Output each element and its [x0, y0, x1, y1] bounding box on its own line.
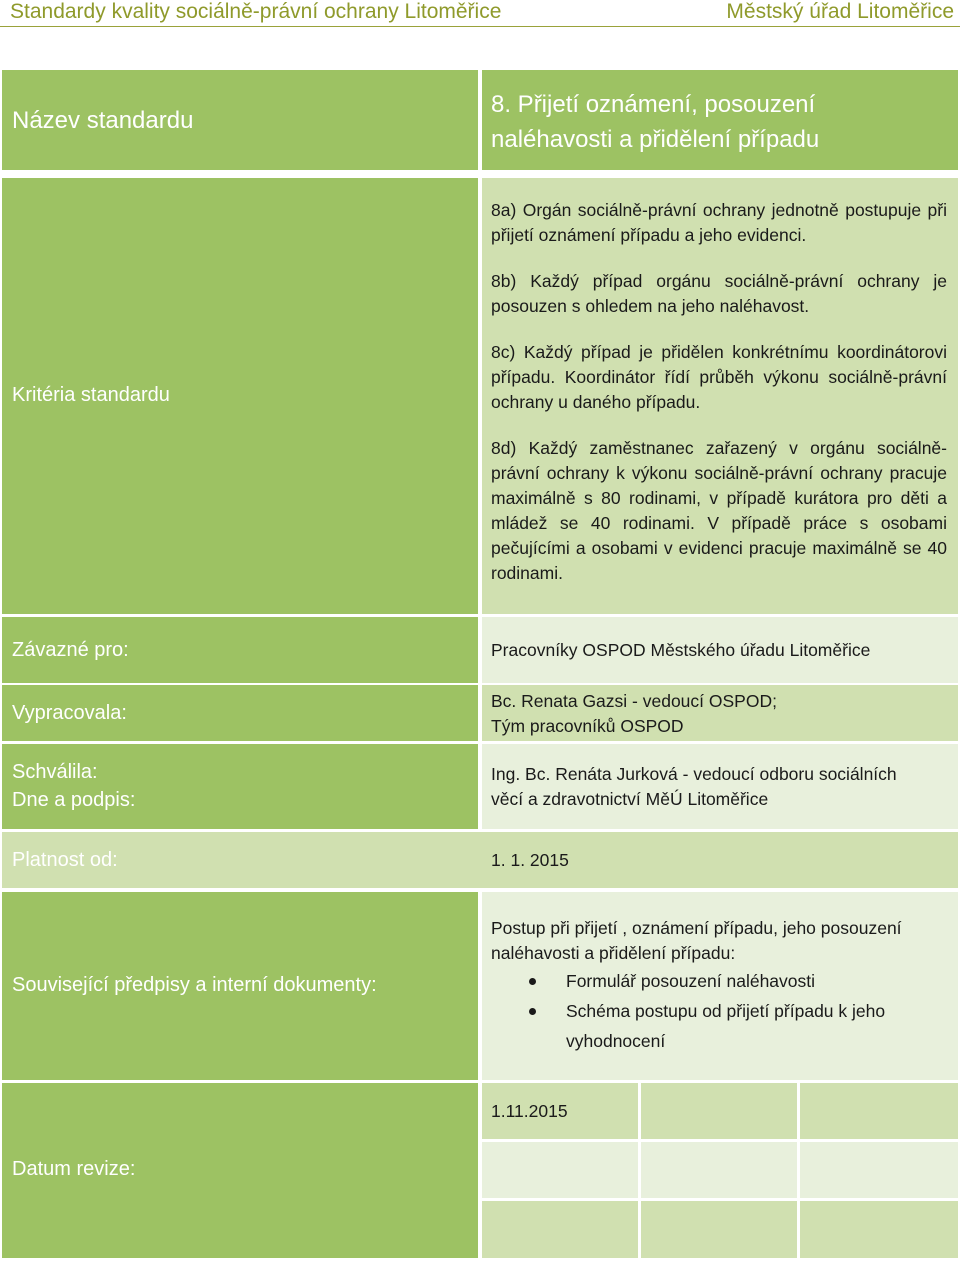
kriteria-list — [491, 198, 947, 607]
kriteria-label: Kritéria standardu — [12, 384, 170, 406]
revize-cell-9 — [800, 1201, 958, 1258]
vypracovala-line-2: Tým pracovníků OSPOD — [491, 716, 684, 736]
zavazne-value-cell — [482, 617, 958, 683]
schvalila-line-1: Ing. Bc. Renáta Jurková - vedoucí odboru sociálních — [491, 764, 897, 784]
souvisejici-label: Související předpisy a interní dokumenty: — [12, 974, 377, 996]
revize-date-1: 1.11.2015 — [491, 1101, 568, 1121]
zavazne-value: Pracovníky OSPOD Městského úřadu Litoměřice — [491, 640, 871, 660]
kriterium-8c: 8c) Každý případ je přidělen konkrétnímu koordinátorovi případu. Koordinátor řídí průběh výkonu sociálně-právní ochrany u daného případu. — [491, 342, 947, 412]
zavazne-label: Závazné pro: — [12, 639, 129, 661]
vypracovala-label: Vypracovala: — [12, 702, 127, 724]
revize-label-cell — [2, 1083, 478, 1258]
bullet-icon — [529, 978, 536, 985]
revize-cell-3 — [800, 1083, 958, 1139]
souvisejici-item: Schéma postupu od přijetí případu k jeho vyhodnocení — [491, 996, 951, 1056]
page-header — [0, 0, 960, 27]
platnost-label: Platnost od: — [12, 849, 118, 871]
vypracovala-value-cell — [482, 685, 958, 741]
platnost-value: 1. 1. 2015 — [491, 850, 569, 870]
revize-cell-6 — [800, 1142, 958, 1198]
revize-cell-5 — [641, 1142, 797, 1198]
header-office: Městský úřad Litoměřice — [726, 0, 954, 23]
souvisejici-item: Formulář posouzení naléhavosti — [491, 966, 951, 996]
revize-cell-7 — [482, 1201, 638, 1258]
souvisejici-label-cell — [2, 892, 478, 1080]
kriterium-8d: 8d) Každý zaměstnanec zařazený v orgánu sociálně-právní ochrany k výkonu sociálně-právní ochrany pracuje maximálně s 80 rodinami, v případě kurátora pro děti a mládež se 40 rodinami. V případě práce s osobami pečujícími a osobami v evidenci pracuje maximálně se 40 rodinami. — [491, 438, 947, 583]
kriterium-8b: 8b) Každý případ orgánu sociálně-právní ochrany je posouzen s ohledem na jeho naléhavost. — [491, 271, 947, 316]
souvisejici-intro-2: naléhavosti a přidělení případu: — [491, 943, 736, 963]
revize-cell-4 — [482, 1142, 638, 1198]
schvalila-label: Schválila: — [12, 761, 98, 783]
souvisejici-list — [491, 966, 951, 1056]
schvalila-value-cell — [482, 744, 958, 829]
revize-cell-1 — [482, 1083, 638, 1139]
revize-cell-8 — [641, 1201, 797, 1258]
kriteria-value-cell — [482, 178, 958, 614]
schvalila-line-2: věcí a zdravotnictví MěÚ Litoměřice — [491, 789, 769, 809]
souvisejici-intro-1: Postup při přijetí , oznámení případu, jeho posouzení — [491, 918, 902, 938]
nazev-label-cell — [2, 70, 478, 170]
vypracovala-label-cell — [2, 685, 478, 741]
souvisejici-value-cell — [482, 892, 958, 1080]
bullet-icon — [529, 1008, 536, 1015]
dne-a-podpis-label: Dne a podpis: — [12, 789, 136, 811]
kriterium-8a: 8a) Orgán sociálně-právní ochrany jednotně postupuje při přijetí oznámení případu a jeho evidenci. — [491, 200, 947, 245]
revize-label: Datum revize: — [12, 1158, 136, 1180]
header-title: Standardy kvality sociálně-právní ochrany Litoměřice — [10, 0, 502, 23]
standard-title: 8. Přijetí oznámení, posouzení naléhavosti a přidělení případu — [491, 91, 820, 153]
vypracovala-line-1: Bc. Renata Gazsi - vedoucí OSPOD; — [491, 691, 777, 711]
nazev-label: Název standardu — [12, 107, 194, 134]
revize-cell-2 — [641, 1083, 797, 1139]
schvalila-label-cell — [2, 744, 478, 829]
zavazne-label-cell — [2, 617, 478, 683]
platnost-row — [2, 832, 958, 888]
nazev-value-cell — [482, 70, 958, 170]
kriteria-label-cell — [2, 178, 478, 614]
